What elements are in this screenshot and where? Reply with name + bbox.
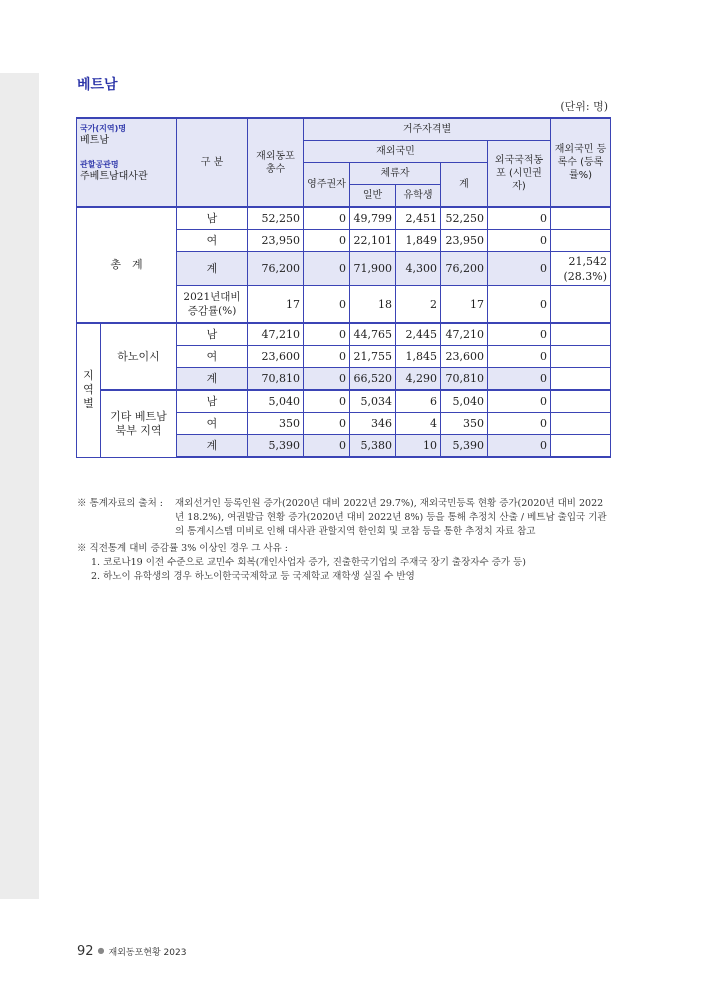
cell-general: 21,755	[350, 346, 396, 368]
cell-total: 350	[248, 413, 304, 435]
cell-student: 1,845	[396, 346, 441, 368]
cell-registered	[551, 323, 611, 346]
group-total-label: 총 계	[77, 207, 177, 323]
cell-registered	[551, 252, 611, 286]
cell-general: 66,520	[350, 368, 396, 391]
cell-student: 4,300	[396, 252, 441, 286]
header-permanent: 영주권자	[304, 163, 350, 208]
note-source-text: 재외선거인 등록인원 증가(2020년 대비 2022년 29.7%), 재외국민등록 현황 증가(2020년 대비 2022년 18.2%), 여권발급 현황 증가(2020년 대비 2022년 8%) 등을 통해 추정치 산출 / 베트남 출입국 기관의 통계시스템 미비로 인해 대사관 관할지역 한인회 및 코참 등을 통한 추정치 자료 참고	[175, 498, 607, 537]
cell-subtotal: 23,950	[441, 230, 488, 252]
header-overseas-nationals: 재외국민	[304, 141, 488, 163]
row-sub: 계	[177, 252, 248, 286]
cell-student: 4,290	[396, 368, 441, 391]
cell-student: 2	[396, 286, 441, 324]
cell-general: 44,765	[350, 323, 396, 346]
cell-student: 1,849	[396, 230, 441, 252]
cell-subtotal: 76,200	[441, 252, 488, 286]
cell-subtotal: 52,250	[441, 207, 488, 230]
cell-permanent: 0	[304, 323, 350, 346]
region-other-label: 기타 베트남 북부 지역	[101, 390, 177, 457]
row-sub: 2021년대비 증감률(%)	[177, 286, 248, 324]
side-margin-bar	[0, 73, 39, 899]
cell-general: 71,900	[350, 252, 396, 286]
cell-total: 5,390	[248, 435, 304, 458]
header-total: 재외동포 총수	[248, 118, 304, 207]
cell-general: 5,380	[350, 435, 396, 458]
header-registered: 재외국민 등록수 (등록률%)	[551, 118, 611, 207]
cell-registered	[551, 390, 611, 413]
row-sub: 여	[177, 413, 248, 435]
note-reason-title: ※ 직전통계 대비 증감률 3% 이상인 경우 그 사유 :	[77, 543, 288, 554]
cell-registered	[551, 230, 611, 252]
page-footer	[77, 940, 186, 959]
cell-foreign: 0	[488, 323, 551, 346]
cell-permanent: 0	[304, 207, 350, 230]
table-row	[77, 323, 611, 346]
table-row	[77, 207, 611, 230]
office-key: 관할공관명	[80, 160, 119, 169]
note-source-mark: ※ 통계자료의 출처 :	[77, 498, 163, 509]
header-student: 유학생	[396, 185, 441, 208]
cell-permanent: 0	[304, 368, 350, 391]
cell-subtotal: 17	[441, 286, 488, 324]
group-region-label: 지 역 별	[77, 323, 101, 457]
cell-total: 52,250	[248, 207, 304, 230]
cell-foreign: 0	[488, 230, 551, 252]
footer-text: 재외동포현황 2023	[108, 948, 187, 958]
header-foreign-citizens: 외국국적동포 (시민권자)	[488, 141, 551, 208]
registered-rate: (28.3%)	[563, 269, 607, 283]
header-subtotal: 계	[441, 163, 488, 208]
header-residence: 거주자격별	[304, 118, 551, 141]
cell-registered	[551, 435, 611, 458]
cell-registered	[551, 207, 611, 230]
notes-section	[77, 497, 612, 584]
header-general: 일반	[350, 185, 396, 208]
cell-foreign: 0	[488, 368, 551, 391]
cell-foreign: 0	[488, 413, 551, 435]
cell-general: 49,799	[350, 207, 396, 230]
header-category: 구 분	[177, 118, 248, 207]
region-hanoi-label: 하노이시	[101, 323, 177, 390]
cell-total: 23,950	[248, 230, 304, 252]
table-row	[77, 390, 611, 413]
cell-subtotal: 47,210	[441, 323, 488, 346]
cell-permanent: 0	[304, 346, 350, 368]
cell-student: 6	[396, 390, 441, 413]
cell-subtotal: 70,810	[441, 368, 488, 391]
cell-registered	[551, 286, 611, 324]
row-sub: 남	[177, 207, 248, 230]
cell-total: 47,210	[248, 323, 304, 346]
cell-registered	[551, 368, 611, 391]
cell-subtotal: 5,040	[441, 390, 488, 413]
header-sojourner: 체류자	[350, 163, 441, 185]
row-sub: 여	[177, 346, 248, 368]
unit-label: (단위: 명)	[560, 100, 608, 113]
cell-general: 22,101	[350, 230, 396, 252]
row-sub: 여	[177, 230, 248, 252]
cell-permanent: 0	[304, 286, 350, 324]
country-key: 국가(지역)명	[80, 124, 126, 133]
cell-student: 2,451	[396, 207, 441, 230]
cell-total: 17	[248, 286, 304, 324]
registered-count: 21,542	[568, 254, 607, 268]
row-sub: 남	[177, 323, 248, 346]
cell-general: 18	[350, 286, 396, 324]
bullet-icon: ●	[97, 946, 105, 955]
cell-permanent: 0	[304, 390, 350, 413]
cell-foreign: 0	[488, 286, 551, 324]
page-number: 92	[77, 944, 94, 959]
cell-permanent: 0	[304, 230, 350, 252]
cell-total: 70,810	[248, 368, 304, 391]
cell-foreign: 0	[488, 207, 551, 230]
cell-total: 23,600	[248, 346, 304, 368]
cell-general: 5,034	[350, 390, 396, 413]
cell-permanent: 0	[304, 252, 350, 286]
statistics-table	[76, 117, 611, 458]
office-value: 주베트남대사관	[80, 171, 148, 182]
cell-permanent: 0	[304, 413, 350, 435]
cell-student: 2,445	[396, 323, 441, 346]
cell-total: 76,200	[248, 252, 304, 286]
row-sub: 계	[177, 435, 248, 458]
row-sub: 남	[177, 390, 248, 413]
cell-subtotal: 23,600	[441, 346, 488, 368]
cell-permanent: 0	[304, 435, 350, 458]
cell-total: 5,040	[248, 390, 304, 413]
cell-general: 346	[350, 413, 396, 435]
cell-foreign: 0	[488, 252, 551, 286]
note-reason-2: 2. 하노이 유학생의 경우 하노이한국국제학교 등 국제학교 재학생 실질 수 반영	[91, 571, 415, 582]
cell-student: 4	[396, 413, 441, 435]
header-country-cell	[77, 118, 177, 207]
country-value: 베트남	[80, 135, 109, 146]
row-sub: 계	[177, 368, 248, 391]
note-reason-1: 1. 코로나19 이전 수준으로 교민수 회복(개인사업자 증가, 진출한국기업의 주재국 장기 출장자수 증가 등)	[91, 557, 526, 568]
cell-subtotal: 350	[441, 413, 488, 435]
cell-foreign: 0	[488, 435, 551, 458]
cell-registered	[551, 346, 611, 368]
cell-subtotal: 5,390	[441, 435, 488, 458]
page-title: 베트남	[77, 77, 118, 93]
note-source	[77, 497, 612, 539]
cell-registered	[551, 413, 611, 435]
cell-student: 10	[396, 435, 441, 458]
cell-foreign: 0	[488, 346, 551, 368]
cell-foreign: 0	[488, 390, 551, 413]
